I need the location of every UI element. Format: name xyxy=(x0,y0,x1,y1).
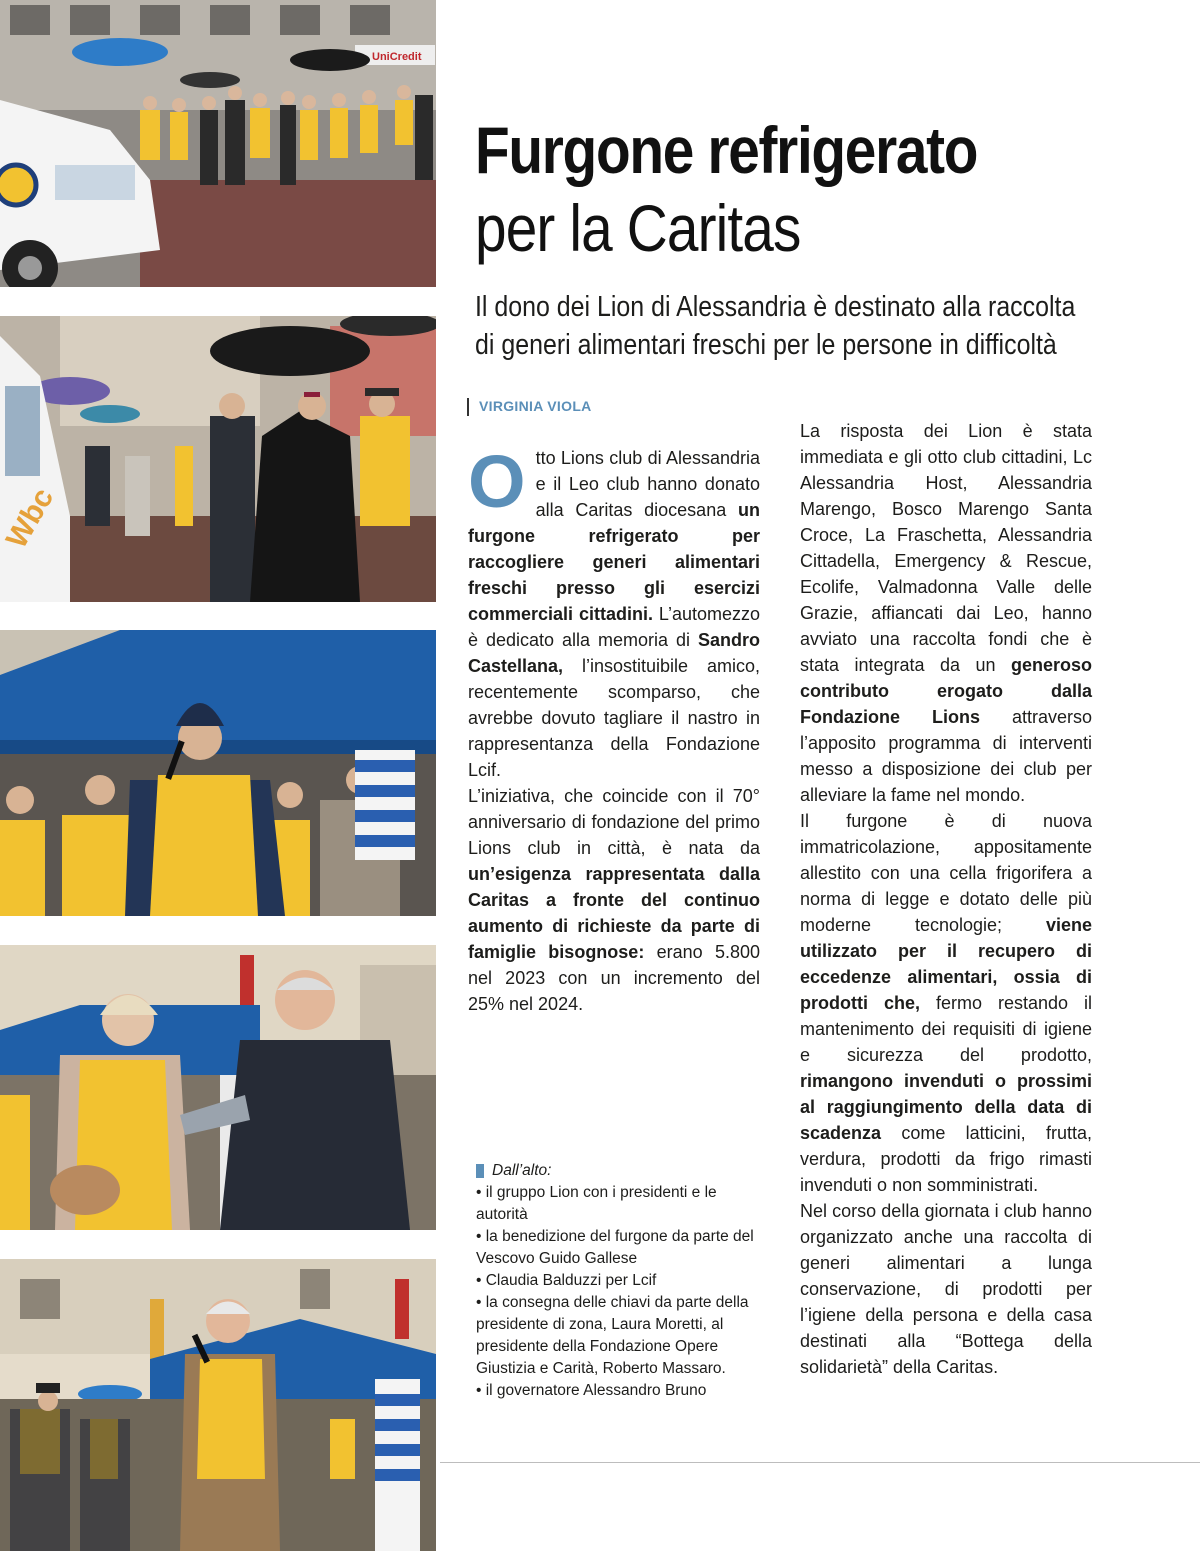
body-paragraph xyxy=(800,418,1092,808)
body-text: come latticini, frutta, verdura, prodotti da frigo rimasti invenduti o non somministrati. xyxy=(800,1123,1092,1195)
photo-speaker-lcif xyxy=(0,630,436,916)
body-text: La risposta dei Lion è stata immediata e gli otto club cittadini, Lc Alessandria Host, Alessandria Marengo, Bosco Marengo Santa Croce, La Fraschetta, Alessandria Cittadella, Emergency & Rescue, Ecolife, Valmadonna Valle delle Grazie, affiancati dai Leo, hanno avviato una raccolta fondi che è stata integrata da un xyxy=(800,421,1092,675)
caption-item: • il gruppo Lion con i presidenti e le autorità xyxy=(476,1184,717,1223)
body-text-bold: viene utilizzato per il recupero di eccedenze alimentari, ossia di prodotti che, xyxy=(800,915,1092,1013)
body-paragraph xyxy=(468,440,760,783)
author-byline: VIRGINIA VIOLA xyxy=(479,398,592,414)
body-text-bold: rimangono invenduti o prossimi al raggiungimento della data di scadenza xyxy=(800,1071,1092,1143)
article-subtitle xyxy=(475,288,1094,364)
caption-item: • il governatore Alessandro Bruno xyxy=(476,1382,707,1399)
photo-caption xyxy=(476,1160,766,1402)
article-title-second-line: per la Caritas xyxy=(475,191,801,265)
body-text: tto Lions club di Alessandria e il Leo club hanno donato alla Caritas diocesana xyxy=(535,448,760,520)
photo-governor-speech xyxy=(0,1259,436,1551)
body-text: attraverso l’apposito programma di interventi messo a disposizione dei club per alleviare la fame nel mondo. xyxy=(800,707,1092,805)
caption-heading xyxy=(476,1160,766,1182)
photo-key-handover xyxy=(0,945,436,1230)
body-text-bold: un furgone refrigerato per raccogliere generi alimentari freschi presso gli esercizi commerciali cittadini. xyxy=(468,500,760,624)
caption-heading-text: Dall’alto: xyxy=(492,1162,552,1179)
article-title: Furgone refrigerato xyxy=(475,113,978,187)
photo-van-blessing xyxy=(0,316,436,602)
subtitle-line-2: di generi alimentari freschi per le persone in difficoltà xyxy=(475,329,1057,361)
caption-item: • Claudia Balduzzi per Lcif xyxy=(476,1272,657,1289)
byline-divider xyxy=(467,398,469,416)
body-text-bold: Sandro Castellana, xyxy=(468,630,760,676)
unicredit-sign: UniCredit xyxy=(372,51,422,63)
body-text: l’insostituibile amico, recentemente scomparso, che avrebbe dovuto tagliare il nastro in rappresentanza della Fondazione Lcif. xyxy=(468,656,760,780)
body-text: erano 5.800 nel 2023 con un incremento del 25% nel 2024. xyxy=(468,942,760,1014)
body-paragraph xyxy=(468,783,760,1017)
body-text: Il furgone è di nuova immatricolazione, appositamente allestito con una cella frigorifera a norma di legge e dotato delle più moderne tecnologie; xyxy=(800,811,1092,935)
body-paragraph xyxy=(800,808,1092,1198)
body-paragraph: Nel corso della giornata i club hanno organizzato anche una raccolta di generi alimentari a lunga conservazione, di prodotti per l’igiene della persona e della casa destinati alla “Bottega della solidarietà” della Caritas. xyxy=(800,1201,1092,1377)
caption-item: • la consegna delle chiavi da parte della presidente di zona, Laura Moretti, al presidente della Fondazione Opere Giustizia e Carità, Roberto Massaro. xyxy=(476,1294,749,1377)
body-column-left xyxy=(468,440,760,1017)
body-text-bold: generoso contributo erogato dalla Fondazione Lions xyxy=(800,655,1092,727)
drop-cap: O xyxy=(468,440,526,523)
body-text-bold: un’esigenza rappresentata dalla Caritas a fronte del continuo aumento di richieste da parte di famiglie bisognose: xyxy=(468,864,760,962)
body-text: L’iniziativa, che coincide con il 70° anniversario di fondazione del primo Lions club in città, è nata da xyxy=(468,786,760,858)
caption-item: • la benedizione del furgone da parte del Vescovo Guido Gallese xyxy=(476,1228,754,1267)
body-text: L’automezzo è dedicato alla memoria di xyxy=(468,604,760,650)
body-column-right xyxy=(800,418,1092,1380)
subtitle-line-1: Il dono dei Lion di Alessandria è destinato alla raccolta xyxy=(475,291,1076,323)
photo-group-with-van xyxy=(0,0,436,287)
svg-text:Wbc: Wbc xyxy=(0,482,61,554)
footer-divider xyxy=(440,1462,1200,1463)
body-text: fermo restando il mantenimento dei requisiti di igiene e sicurezza del prodotto, xyxy=(800,993,1092,1065)
caption-marker-icon xyxy=(476,1164,484,1178)
